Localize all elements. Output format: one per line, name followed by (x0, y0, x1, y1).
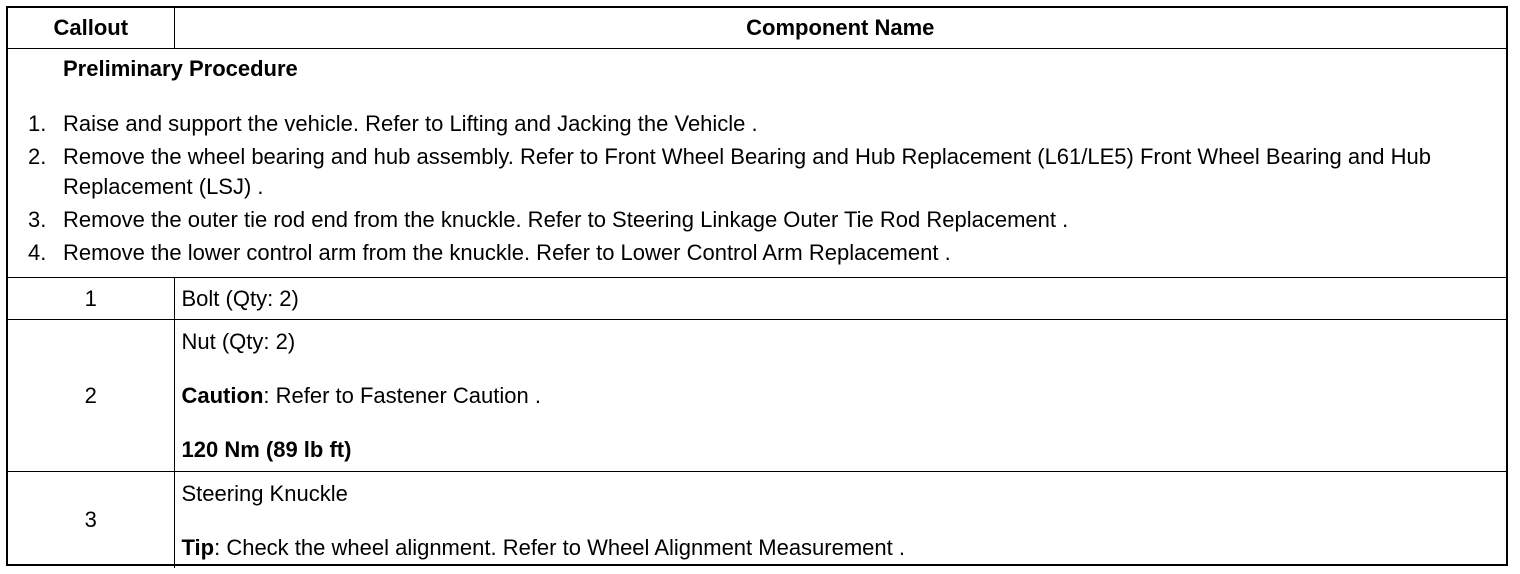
caution-note (182, 382, 1507, 410)
component-label: Nut (Qty: 2) (181, 329, 296, 354)
step-number: 3. (28, 207, 47, 232)
caution-label: Caution (181, 383, 264, 408)
torque-spec: 120 Nm (89 lb ft) (181, 437, 352, 462)
procedure-table (8, 8, 1506, 568)
preliminary-title: Preliminary Procedure (63, 56, 298, 81)
preliminary-row (8, 49, 1506, 278)
component-name-header: Component Name (174, 8, 1506, 49)
table-row (8, 472, 1506, 568)
component-name (174, 472, 1506, 568)
table-row (8, 278, 1506, 320)
preliminary-steps (8, 109, 1506, 268)
component-name (174, 278, 1506, 320)
header-row (8, 8, 1506, 49)
tip-text: : Check the wheel alignment. Refer to Wheel Alignment Measurement . (214, 535, 905, 560)
step-text: Remove the lower control arm from the knuckle. Refer to Lower Control Arm Replacement . (63, 240, 951, 265)
step-text: Remove the outer tie rod end from the knuckle. Refer to Steering Linkage Outer Tie Rod Replacement . (63, 207, 1069, 232)
callout-header: Callout (8, 8, 174, 49)
tip-note (182, 534, 1507, 562)
step-item (8, 142, 1506, 202)
tip-label: Tip (181, 535, 215, 560)
callout-number: 2 (8, 320, 174, 472)
step-text: Raise and support the vehicle. Refer to Lifting and Jacking the Vehicle . (63, 111, 758, 136)
step-item (8, 205, 1506, 235)
callout-number: 1 (8, 278, 174, 320)
step-item (8, 109, 1506, 139)
step-number: 4. (28, 240, 47, 265)
step-text: Remove the wheel bearing and hub assembly. Refer to Front Wheel Bearing and Hub Replacement (L61/LE5) Front Wheel Bearing and Hub Replacement (LSJ) . (63, 144, 1432, 199)
procedure-table-frame (6, 6, 1508, 566)
caution-text: : Refer to Fastener Caution . (263, 383, 541, 408)
component-name (174, 320, 1506, 472)
step-number: 2. (28, 144, 47, 169)
component-label: Steering Knuckle (181, 481, 348, 506)
preliminary-procedure (8, 49, 1506, 278)
step-number: 1. (28, 111, 47, 136)
component-label: Bolt (Qty: 2) (181, 285, 299, 311)
step-item (8, 238, 1506, 268)
table-row (8, 320, 1506, 472)
callout-number: 3 (8, 472, 174, 568)
